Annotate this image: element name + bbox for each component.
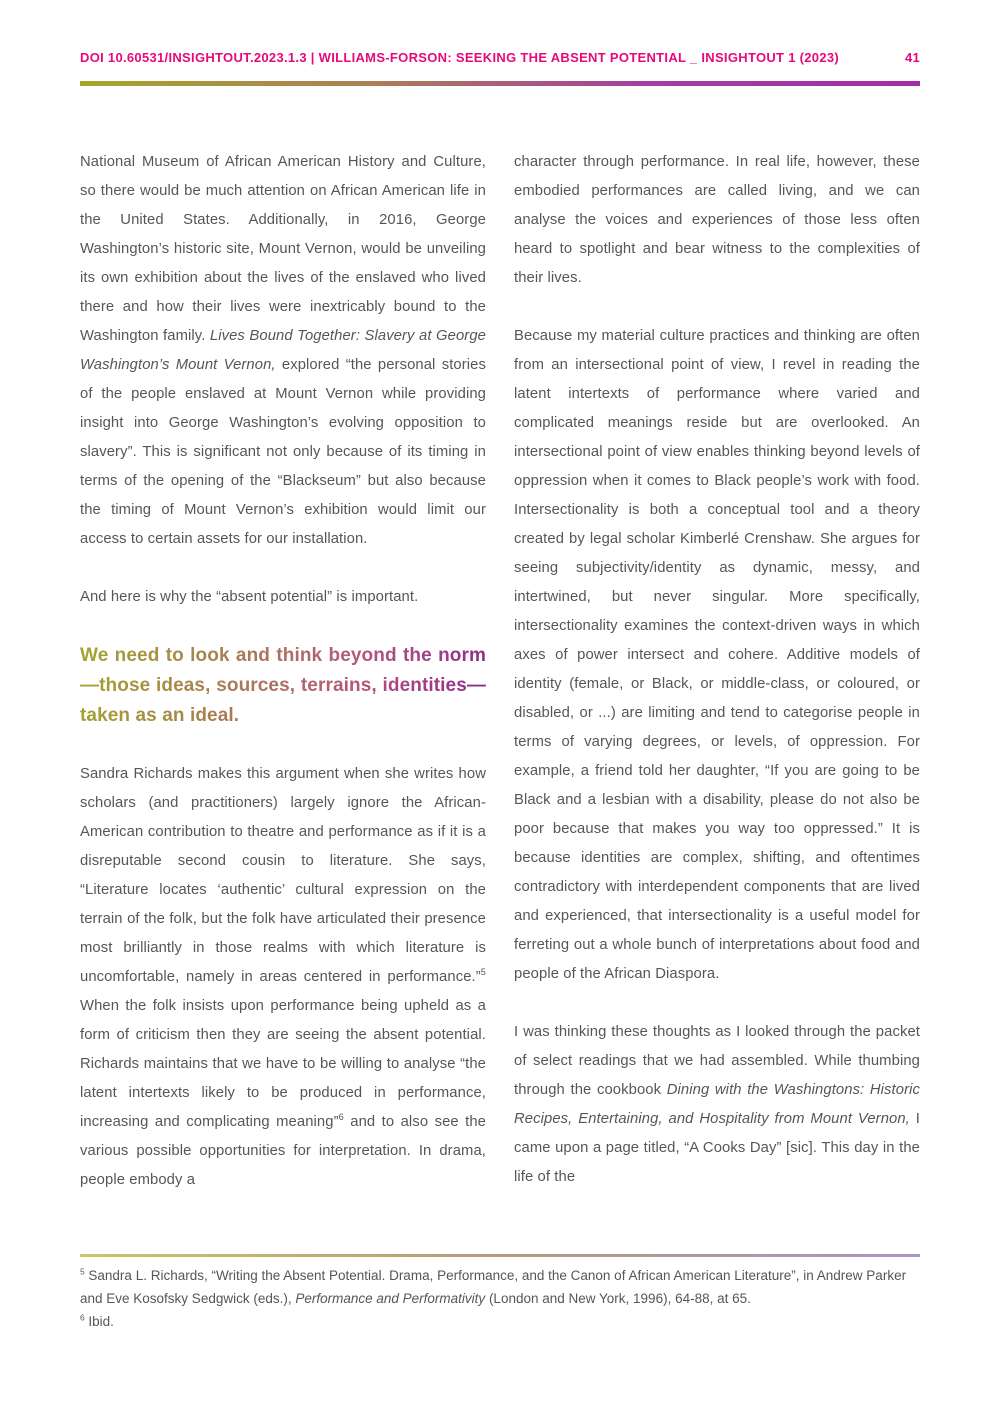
- header-rule: [80, 81, 920, 86]
- text-run: We need to look and think beyond the norm—those ideas, sources, terrains, identities—taken as an ideal.: [80, 645, 486, 726]
- paragraph: [514, 1018, 920, 1192]
- text-run: Dining with the Washingtons: Historic Recipes, Entertaining, and Hospitality from Mount Vernon,: [514, 1082, 920, 1127]
- text-run: Performance and Performativity: [295, 1291, 486, 1306]
- page-number: 41: [904, 50, 920, 65]
- footnote-marker: 6: [338, 1112, 344, 1123]
- article-body: [80, 148, 920, 1244]
- footnotes: [80, 1264, 920, 1333]
- column-right: [514, 148, 920, 1244]
- paragraph: [80, 148, 486, 554]
- column-left: [80, 148, 486, 1244]
- text-run: Sandra L. Richards, “Writing the Absent Potential. Drama, Performance, and the Canon of African American Literature”, in Andrew Parker and Eve Kosofsky Sedgwick (eds.),: [80, 1268, 907, 1306]
- text-run: Sandra Richards makes this argument when she writes how scholars (and practitioners) largely ignore the African-American contribution to theatre and performance as if it is a disreputable second cousin to literature. She says, “Literature locates ‘authentic’ cultural expression on the terrain of the folk, but the folk have articulated their presence most brilliantly in those realms with which literature is uncomfortable, namely in areas centered in performance.”: [80, 766, 486, 985]
- text-run: National Museum of African American History and Culture, so there would be much attention on African American life in the United States. Additionally, in 2016, George Washington’s historic site, Mount Vernon, would be unveiling its own exhibition about the lives of the enslaved who lived there and how their lives were inextricably bound to the Washington family.: [80, 154, 486, 344]
- footnote-marker: 5: [80, 1266, 85, 1277]
- text-run: Ibid.: [84, 1314, 114, 1329]
- text-run: explored “the personal stories of the people enslaved at Mount Vernon while providing insight into George Washington’s evolving opposition to slavery”. This is significant not only because of its timing in terms of the opening of the “Blackseum” but also because the timing of Mount Vernon’s exhibition would limit our access to certain assets for our installation.: [80, 357, 486, 547]
- text-run: character through performance. In real life, however, these embodied performances are called living, and we can analyse the voices and experiences of those less often heard to spotlight and bear witness to the complexities of their lives.: [514, 154, 920, 286]
- text-run: When the folk insists upon performance being upheld as a form of criticism then they are seeing the absent potential. Richards maintains that we have to be willing to analyse “the latent intertexts likely to be produced in performance, increasing and complicating meaning”: [80, 998, 486, 1130]
- text-run: (London and New York, 1996), 64-88, at 65.: [485, 1291, 751, 1306]
- text-run: Lives Bound Together: Slavery at George Washington’s Mount Vernon,: [80, 328, 486, 373]
- text-run: I came upon a page titled, “A Cooks Day” [sic]. This day in the life of the: [514, 1111, 920, 1185]
- paragraph: [514, 322, 920, 989]
- text-run: I was thinking these thoughts as I looked through the packet of select readings that we had assembled. While thumbing through the cookbook: [514, 1024, 920, 1098]
- page-header: [80, 50, 920, 65]
- footnote-rule: [80, 1254, 920, 1257]
- footnote-item: [80, 1264, 920, 1310]
- text-run: And here is why the “absent potential” is important.: [80, 589, 419, 605]
- footnote-marker: 6: [80, 1312, 85, 1323]
- footnote-marker: 5: [480, 967, 486, 978]
- footnote-item: [80, 1310, 920, 1333]
- paragraph: [514, 148, 920, 293]
- text-run: Because my material culture practices and thinking are often from an intersectional point of view, I revel in reading the latent intertexts of performance where varied and complicated meanings reside but are overlooked. An intersectional point of view enables thinking beyond levels of oppression when it comes to Black people’s work with food. Intersectionality is both a conceptual tool and a theory created by legal scholar Kimberlé Crenshaw. She argues for seeing subjectivity/identity as dynamic, messy, and intertwined, but never singular. More specifically, intersectionality examines the context-driven ways in which axes of power intersect and cohere. Additive models of identity (female, or Black, or middle-class, or coloured, or disabled, or ...) are limiting and tend to categorise people in terms of varying degrees, or levels, of oppression. For example, a friend told her daughter, “If you are going to be Black and a lesbian with a disability, please do not also be poor because that makes you way too oppressed.” It is because identities are complex, shifting, and oftentimes contradictory with interdependent components that are lived and experienced, that intersectionality is a useful model for ferreting out a whole bunch of interpretations about food and people of the African Diaspora.: [514, 328, 920, 982]
- paragraph: [80, 760, 486, 1195]
- header-running-title: DOI 10.60531/INSIGHTOUT.2023.1.3 | WILLIAMS-FORSON: SEEKING THE ABSENT POTENTIAL _ INSIGHTOUT 1 (2023): [80, 50, 840, 65]
- paragraph: [80, 583, 486, 612]
- section-heading: [80, 641, 486, 731]
- text-run: and to also see the various possible opportunities for interpretation. In drama, people embody a: [80, 1114, 487, 1188]
